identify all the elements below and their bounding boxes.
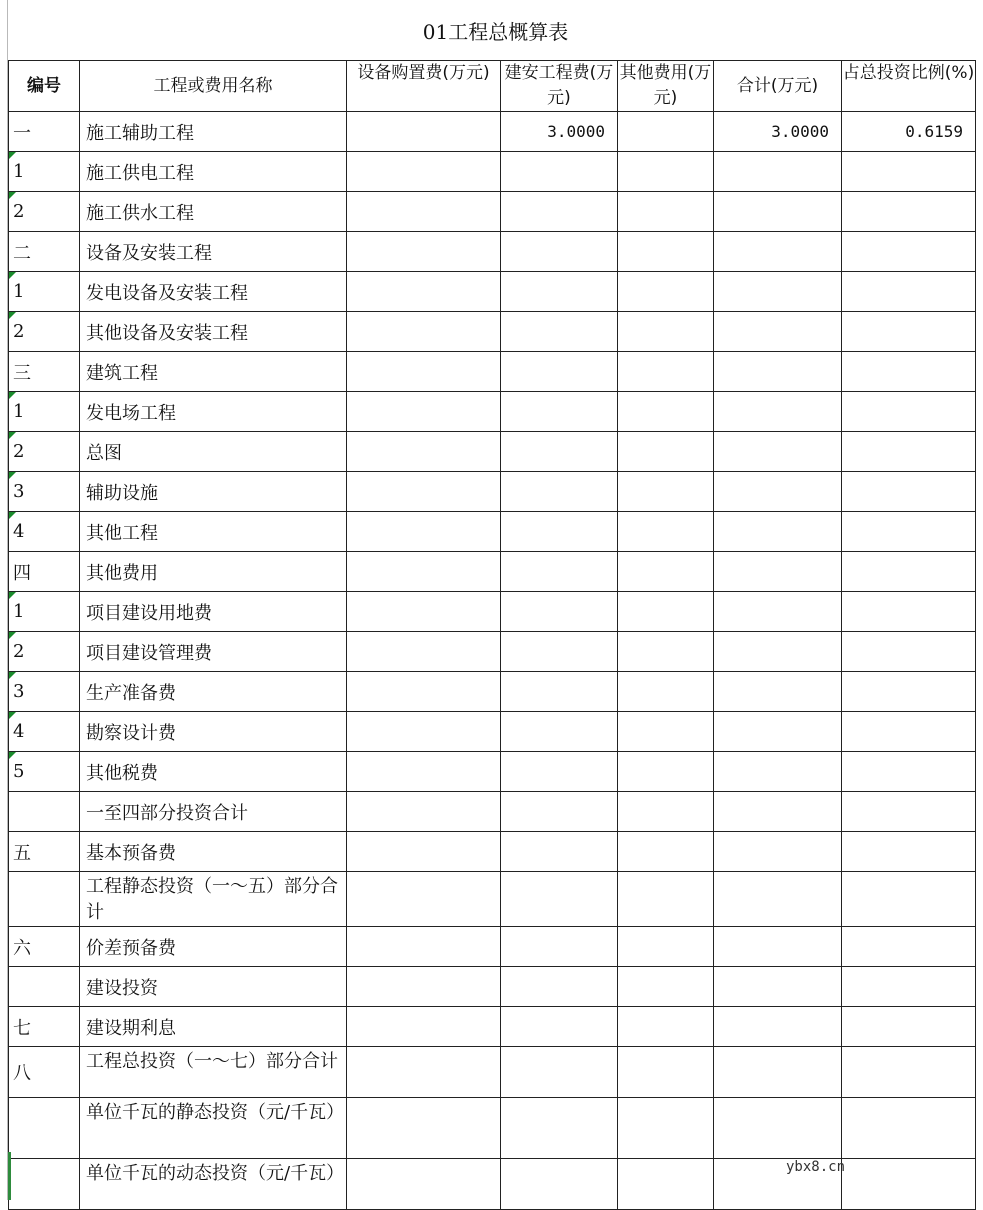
cell-other-cost[interactable] [618, 752, 714, 792]
cell-other-cost[interactable] [618, 1159, 714, 1210]
cell-construction-cost[interactable] [501, 1007, 618, 1047]
cell-name[interactable]: 建设投资 [80, 967, 347, 1007]
cell-name[interactable]: 施工供电工程 [80, 152, 347, 192]
header-equipment-cost[interactable]: 设备购置费(万元) [347, 61, 501, 112]
cell-equipment-cost[interactable] [347, 552, 501, 592]
cell-construction-cost[interactable] [501, 472, 618, 512]
cell-code[interactable] [9, 792, 80, 832]
cell-other-cost[interactable] [618, 472, 714, 512]
table-row [9, 752, 976, 792]
cell-equipment-cost[interactable] [347, 792, 501, 832]
cell-total[interactable] [714, 552, 842, 592]
header-name[interactable]: 工程或费用名称 [80, 61, 347, 112]
cell-equipment-cost[interactable] [347, 232, 501, 272]
cell-other-cost[interactable] [618, 512, 714, 552]
cell-other-cost[interactable] [618, 312, 714, 352]
cell-code[interactable]: 二 [9, 232, 80, 272]
cell-ratio[interactable] [842, 152, 976, 192]
cell-equipment-cost[interactable] [347, 1007, 501, 1047]
table-row [9, 552, 976, 592]
cell-code[interactable]: 四 [9, 552, 80, 592]
cell-total[interactable] [714, 432, 842, 472]
cell-construction-cost[interactable] [501, 312, 618, 352]
cell-total[interactable] [714, 152, 842, 192]
cell-equipment-cost[interactable] [347, 192, 501, 232]
cell-code[interactable]: 1 [9, 272, 80, 312]
cell-name[interactable]: 建设期利息 [80, 1007, 347, 1047]
cell-ratio[interactable] [842, 967, 976, 1007]
cell-total[interactable] [714, 1007, 842, 1047]
table-row [9, 792, 976, 832]
cell-total[interactable] [714, 672, 842, 712]
cell-total[interactable] [714, 472, 842, 512]
cell-ratio[interactable] [842, 1007, 976, 1047]
cell-ratio[interactable] [842, 592, 976, 632]
table-row [9, 392, 976, 432]
cell-construction-cost[interactable] [501, 152, 618, 192]
cell-other-cost[interactable] [618, 927, 714, 967]
cell-total[interactable] [714, 392, 842, 432]
cell-other-cost[interactable] [618, 552, 714, 592]
cell-name[interactable]: 施工辅助工程 [80, 112, 347, 152]
cell-construction-cost[interactable] [501, 392, 618, 432]
table-row [9, 312, 976, 352]
table-row [9, 832, 976, 872]
cell-ratio[interactable] [842, 872, 976, 927]
cell-construction-cost[interactable] [501, 512, 618, 552]
cell-other-cost[interactable] [618, 1098, 714, 1159]
cell-other-cost[interactable] [618, 1007, 714, 1047]
selection-edge-marker [8, 1152, 11, 1200]
cell-total[interactable] [714, 712, 842, 752]
cell-ratio[interactable] [842, 1098, 976, 1159]
table-row [9, 152, 976, 192]
cell-construction-cost[interactable] [501, 967, 618, 1007]
table-row [9, 512, 976, 552]
cell-code[interactable]: 5 [9, 752, 80, 792]
cell-equipment-cost[interactable] [347, 1159, 501, 1210]
cell-name[interactable]: 建筑工程 [80, 352, 347, 392]
cell-equipment-cost[interactable] [347, 632, 501, 672]
cell-ratio[interactable] [842, 792, 976, 832]
cell-other-cost[interactable] [618, 152, 714, 192]
cell-total[interactable] [714, 352, 842, 392]
table-row [9, 872, 976, 927]
cell-total[interactable] [714, 967, 842, 1007]
cell-name[interactable]: 勘察设计费 [80, 712, 347, 752]
cell-code[interactable] [9, 872, 80, 927]
cell-total[interactable] [714, 632, 842, 672]
cell-construction-cost[interactable] [501, 632, 618, 672]
cell-code[interactable]: 4 [9, 712, 80, 752]
cell-construction-cost[interactable] [501, 232, 618, 272]
cell-equipment-cost[interactable] [347, 752, 501, 792]
cell-equipment-cost[interactable] [347, 272, 501, 312]
cell-construction-cost[interactable] [501, 752, 618, 792]
cell-other-cost[interactable] [618, 792, 714, 832]
cell-ratio[interactable] [842, 752, 976, 792]
cell-code[interactable]: 2 [9, 192, 80, 232]
cell-construction-cost[interactable] [501, 712, 618, 752]
cell-equipment-cost[interactable] [347, 712, 501, 752]
cell-equipment-cost[interactable] [347, 392, 501, 432]
cell-ratio[interactable] [842, 392, 976, 432]
cell-name[interactable]: 项目建设管理费 [80, 632, 347, 672]
cell-other-cost[interactable] [618, 712, 714, 752]
cell-construction-cost[interactable] [501, 192, 618, 232]
table-row [9, 432, 976, 472]
table-row [9, 272, 976, 312]
cell-ratio[interactable] [842, 352, 976, 392]
cell-construction-cost[interactable] [501, 1098, 618, 1159]
cell-total[interactable] [714, 832, 842, 872]
cell-ratio[interactable] [842, 1159, 976, 1210]
cell-construction-cost[interactable] [501, 1047, 618, 1098]
cell-construction-cost[interactable] [501, 432, 618, 472]
cell-code[interactable]: 1 [9, 392, 80, 432]
cell-code[interactable]: 3 [9, 472, 80, 512]
cell-ratio[interactable] [842, 232, 976, 272]
cell-name[interactable]: 一至四部分投资合计 [80, 792, 347, 832]
cell-other-cost[interactable] [618, 232, 714, 272]
cell-other-cost[interactable] [618, 967, 714, 1007]
cell-other-cost[interactable] [618, 832, 714, 872]
cell-other-cost[interactable] [618, 872, 714, 927]
cell-construction-cost[interactable]: 3.0000 [501, 112, 618, 152]
sheet-title: 01工程总概算表 [422, 19, 569, 44]
watermark: ybx8.cn [786, 1159, 846, 1175]
cell-name[interactable]: 价差预备费 [80, 927, 347, 967]
cell-code[interactable]: 3 [9, 672, 80, 712]
cell-code[interactable]: 一 [9, 112, 80, 152]
header-total[interactable]: 合计(万元) [714, 61, 842, 112]
cell-ratio[interactable] [842, 312, 976, 352]
header-row [9, 61, 976, 112]
cell-ratio[interactable] [842, 192, 976, 232]
cell-equipment-cost[interactable] [347, 352, 501, 392]
cell-total[interactable] [714, 232, 842, 272]
cell-equipment-cost[interactable] [347, 312, 501, 352]
table-row [9, 1047, 976, 1098]
table-row [9, 632, 976, 672]
cell-ratio[interactable] [842, 272, 976, 312]
cell-code[interactable]: 2 [9, 312, 80, 352]
cell-total[interactable] [714, 1098, 842, 1159]
cell-code[interactable]: 2 [9, 432, 80, 472]
cell-construction-cost[interactable] [501, 352, 618, 392]
cell-other-cost[interactable] [618, 352, 714, 392]
cell-other-cost[interactable] [618, 392, 714, 432]
cell-code[interactable] [9, 1098, 80, 1159]
cell-ratio[interactable] [842, 832, 976, 872]
cell-name[interactable]: 辅助设施 [80, 472, 347, 512]
cell-construction-cost[interactable] [501, 927, 618, 967]
cell-equipment-cost[interactable] [347, 152, 501, 192]
table-row [9, 1098, 976, 1159]
cell-other-cost[interactable] [618, 1047, 714, 1098]
cell-equipment-cost[interactable] [347, 112, 501, 152]
cell-equipment-cost[interactable] [347, 472, 501, 512]
table-row [9, 192, 976, 232]
cell-construction-cost[interactable] [501, 1159, 618, 1210]
budget-table [8, 60, 976, 1210]
cell-total[interactable] [714, 312, 842, 352]
cell-other-cost[interactable] [618, 432, 714, 472]
cell-total[interactable] [714, 512, 842, 552]
cell-other-cost[interactable] [618, 672, 714, 712]
cell-name[interactable]: 生产准备费 [80, 672, 347, 712]
cell-code[interactable] [9, 967, 80, 1007]
cell-other-cost[interactable] [618, 112, 714, 152]
cell-total[interactable] [714, 272, 842, 312]
cell-total[interactable] [714, 792, 842, 832]
cell-total[interactable] [714, 1047, 842, 1098]
cell-total[interactable]: 3.0000 [714, 112, 842, 152]
table-row [9, 672, 976, 712]
header-construction-cost[interactable]: 建安工程费(万元) [501, 61, 618, 112]
cell-total[interactable] [714, 592, 842, 632]
cell-code[interactable]: 七 [9, 1007, 80, 1047]
cell-other-cost[interactable] [618, 272, 714, 312]
cell-code[interactable]: 五 [9, 832, 80, 872]
cell-name[interactable]: 其他费用 [80, 552, 347, 592]
cell-other-cost[interactable] [618, 592, 714, 632]
header-other-cost[interactable]: 其他费用(万元) [618, 61, 714, 112]
cell-equipment-cost[interactable] [347, 927, 501, 967]
table-row [9, 712, 976, 752]
cell-total[interactable] [714, 927, 842, 967]
cell-equipment-cost[interactable] [347, 432, 501, 472]
cell-name[interactable]: 项目建设用地费 [80, 592, 347, 632]
cell-ratio[interactable] [842, 1047, 976, 1098]
cell-name[interactable]: 发电场工程 [80, 392, 347, 432]
cell-equipment-cost[interactable] [347, 1047, 501, 1098]
cell-construction-cost[interactable] [501, 552, 618, 592]
cell-construction-cost[interactable] [501, 872, 618, 927]
cell-ratio[interactable] [842, 632, 976, 672]
header-ratio[interactable]: 占总投资比例(%) [842, 61, 976, 112]
table-row [9, 967, 976, 1007]
cell-total[interactable] [714, 752, 842, 792]
cell-equipment-cost[interactable] [347, 672, 501, 712]
cell-name[interactable]: 设备及安装工程 [80, 232, 347, 272]
cell-name[interactable]: 工程总投资（一～七）部分合计 [80, 1047, 347, 1098]
table-row [9, 472, 976, 512]
cell-ratio[interactable] [842, 672, 976, 712]
cell-name[interactable]: 总图 [80, 432, 347, 472]
cell-construction-cost[interactable] [501, 672, 618, 712]
cell-construction-cost[interactable] [501, 832, 618, 872]
cell-code[interactable]: 1 [9, 592, 80, 632]
cell-equipment-cost[interactable] [347, 592, 501, 632]
table-row [9, 232, 976, 272]
cell-name[interactable]: 单位千瓦的静态投资（元/千瓦） [80, 1098, 347, 1159]
cell-name[interactable]: 其他税费 [80, 752, 347, 792]
table-row [9, 927, 976, 967]
cell-name[interactable]: 其他工程 [80, 512, 347, 552]
cell-ratio[interactable] [842, 927, 976, 967]
cell-code[interactable] [9, 1159, 80, 1210]
cell-ratio[interactable] [842, 552, 976, 592]
cell-name[interactable]: 基本预备费 [80, 832, 347, 872]
cell-total[interactable] [714, 192, 842, 232]
cell-code[interactable]: 1 [9, 152, 80, 192]
cell-code[interactable]: 三 [9, 352, 80, 392]
cell-ratio[interactable] [842, 512, 976, 552]
cell-ratio[interactable]: 0.6159 [842, 112, 976, 152]
table-row [9, 592, 976, 632]
cell-construction-cost[interactable] [501, 272, 618, 312]
cell-other-cost[interactable] [618, 632, 714, 672]
cell-ratio[interactable] [842, 712, 976, 752]
cell-construction-cost[interactable] [501, 792, 618, 832]
cell-name[interactable]: 其他设备及安装工程 [80, 312, 347, 352]
cell-name[interactable]: 发电设备及安装工程 [80, 272, 347, 312]
cell-equipment-cost[interactable] [347, 872, 501, 927]
table-row [9, 352, 976, 392]
cell-other-cost[interactable] [618, 192, 714, 232]
cell-equipment-cost[interactable] [347, 1098, 501, 1159]
header-code[interactable]: 编号 [9, 61, 80, 112]
table-row [9, 1007, 976, 1047]
table-row [9, 112, 976, 152]
cell-total[interactable] [714, 872, 842, 927]
cell-construction-cost[interactable] [501, 592, 618, 632]
cell-code[interactable]: 2 [9, 632, 80, 672]
cell-ratio[interactable] [842, 472, 976, 512]
cell-equipment-cost[interactable] [347, 512, 501, 552]
cell-ratio[interactable] [842, 432, 976, 472]
cell-code[interactable]: 八 [9, 1047, 80, 1098]
cell-name[interactable]: 工程静态投资（一～五）部分合计 [80, 872, 347, 927]
cell-code[interactable]: 六 [9, 927, 80, 967]
cell-equipment-cost[interactable] [347, 832, 501, 872]
cell-code[interactable]: 4 [9, 512, 80, 552]
cell-name[interactable]: 单位千瓦的动态投资（元/千瓦） [80, 1159, 347, 1210]
cell-equipment-cost[interactable] [347, 967, 501, 1007]
cell-name[interactable]: 施工供水工程 [80, 192, 347, 232]
